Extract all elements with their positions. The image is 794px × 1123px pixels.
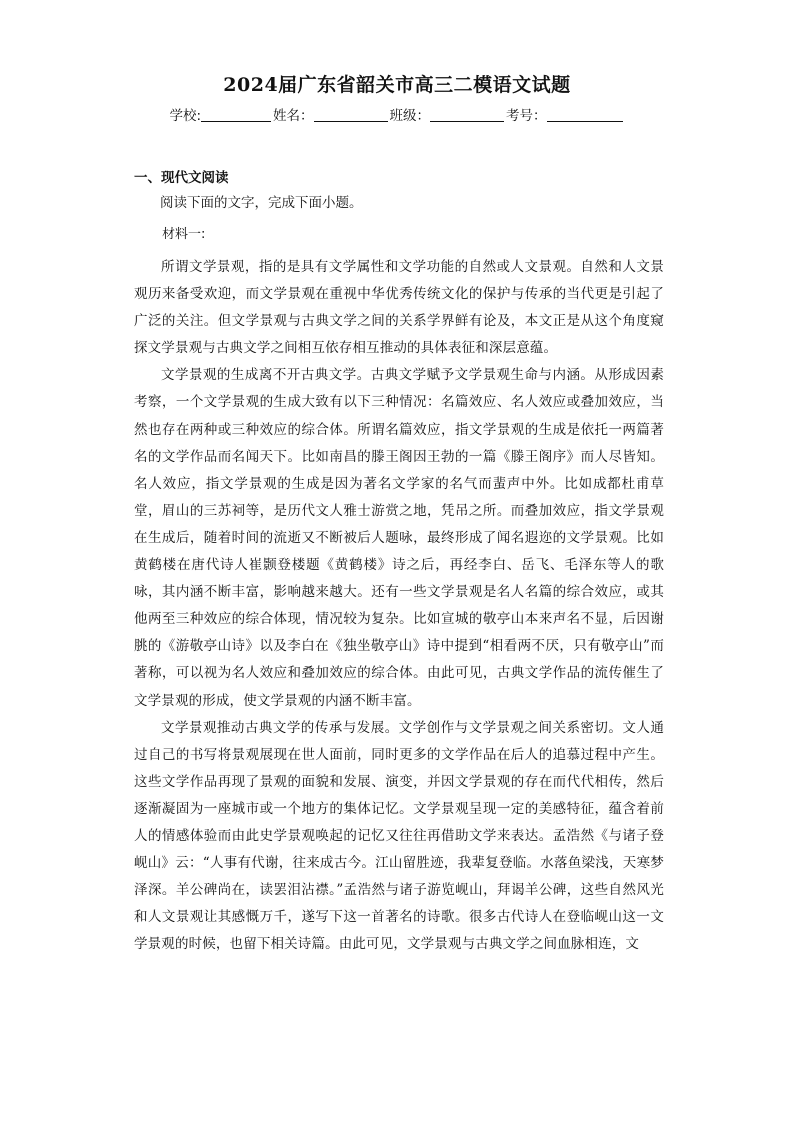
exam-no-label: 考号：: [506, 108, 547, 124]
paragraph: 文学景观的生成离不开古典文学。古典文学赋予文学景观生命与内涵。从形成因素考察，一个文学景观的生成大致有以下三种情况：名篇效应、名人效应或叠加效应，当然也存在两种或三种效应的综合体。所谓名篇效应，指文学景观的生成是依托一两篇著名的文学作品而名闻天下。比如南昌的滕王阁因王勃的一篇《滕王阁序》而人尽皆知。名人效应，指文学景观的生成是因为著名文学家的名气而蜚声中外。比如成都杜甫草堂，眉山的三苏祠等，是历代文人雅士游赏之地，凭吊之所。而叠加效应，指文学景观在生成后，随着时间的流逝又不断被后人题咏，最终形成了闻名遐迩的文学景观。比如黄鹤楼在唐代诗人崔颢登楼题《黄鹤楼》诗之后，再经李白、岳飞、毛泽东等人的歌咏，其内涵不断丰富，影响越来越大。还有一些文学景观是名人名篇的综合效应，或其他两至三种效应的综合体现，情况较为复杂。比如宣城的敬亭山本来声名不显，后因谢朓的《游敬亭山诗》以及李白在《独坐敬亭山》诗中提到“相看两不厌，只有敬亭山”而著称，可以视为名人效应和叠加效应的综合体。由此可见，古典文学作品的流传催生了文学景观的形成，使文学景观的内涵不断丰富。: [134, 367, 664, 709]
exam-no-blank: [547, 107, 623, 122]
section-heading: 一、现代文阅读: [134, 170, 229, 186]
student-info-line: [0, 104, 794, 124]
paragraph: 所谓文学景观，指的是具有文学属性和文学功能的自然或人文景观。自然和人文景观历来备受欢迎，而文学景观在重视中华优秀传统文化的保护与传承的当代更是引起了广泛的关注。但文学景观与古典文学之间的关系学界鲜有论及，本文正是从这个角度窥探文学景观与古典文学之间相互依存相互推动的具体表征和深层意蕴。: [134, 259, 664, 357]
reading-instruction: 阅读下面的文字，完成下面小题。: [160, 195, 363, 211]
class-label: 班级：: [389, 108, 431, 124]
article-body: [134, 254, 664, 958]
paragraph: 文学景观推动古典文学的传承与发展。文学创作与文学景观之间关系密切。文人通过自己的书写将景观展现在世人面前，同时更多的文学作品在后人的追慕过程中产生。这些文学作品再现了景观的面貌和发展、演变，并因文学景观的存在而代代相传，然后逐渐凝固为一座城市或一个地方的集体记忆。文学景观呈现一定的美感特征，蕴含着前人的情感体验而由此史学景观唤起的记忆又往往再借助文学来表达。孟浩然《与诸子登岘山》云：“人事有代谢，往来成古今。江山留胜迹，我辈复登临。水落鱼梁浅，天寒梦泽深。羊公碑尚在，读罢泪沾襟。”孟浩然与诸子游览岘山，拜谒羊公碑，这些自然风光和人文景观让其感慨万千，遂写下这一首著名的诗歌。很多古代诗人在登临岘山这一文学景观的时候，也留下相关诗篇。由此可见，文学景观与古典文学之间血脉相连，文: [134, 719, 664, 953]
class-blank: [430, 107, 504, 122]
school-blank: [201, 107, 271, 122]
school-label: 学校:: [169, 108, 202, 124]
document-title: 2024届广东省韶关市高三二模语文试题: [223, 74, 571, 96]
material-label: 材料一:: [162, 227, 206, 242]
name-label: 姓名：: [273, 108, 314, 124]
name-blank: [314, 107, 388, 122]
